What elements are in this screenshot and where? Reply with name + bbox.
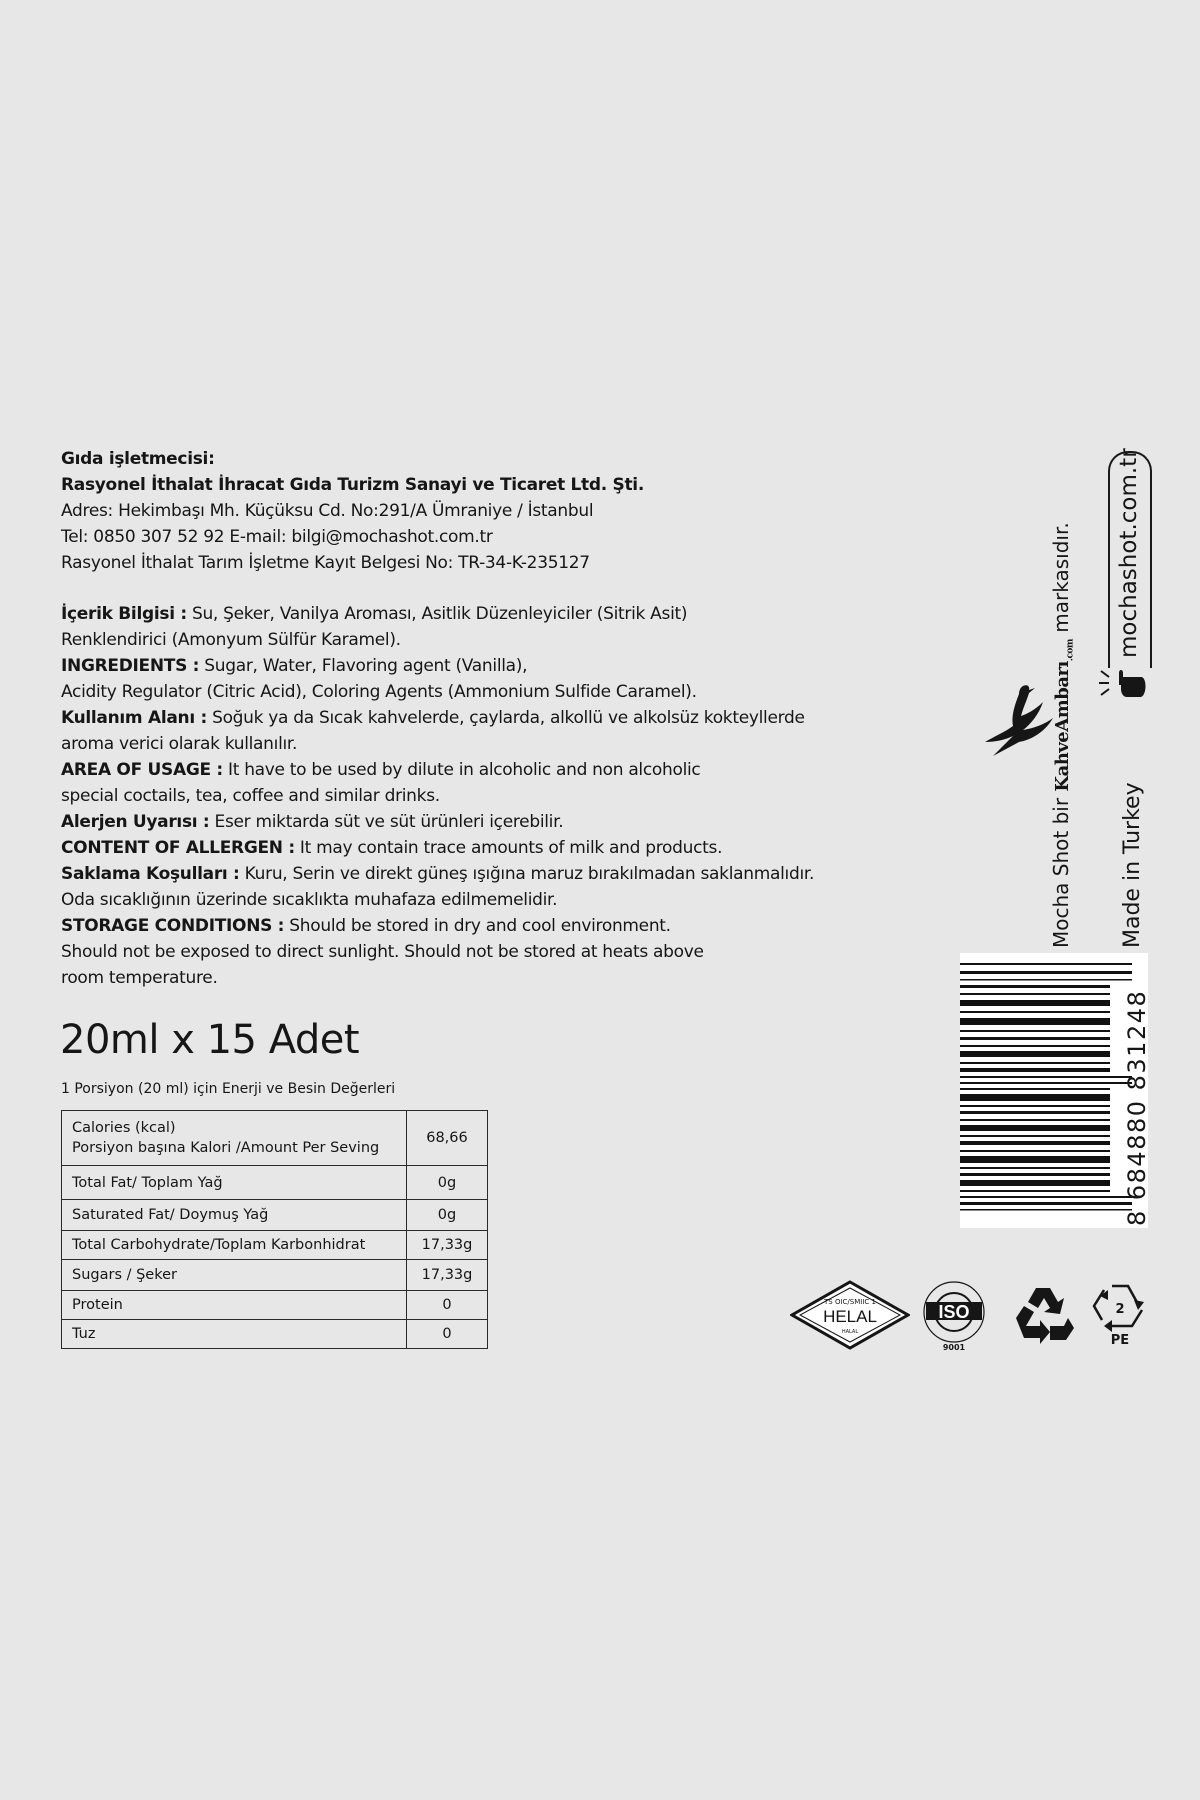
allergen-tr-label: Alerjen Uyarısı : [61,812,210,832]
barcode-bar [960,1180,1110,1186]
barcode-bar [960,1062,1110,1064]
nutrition-label: Protein [62,1291,407,1320]
bird-logo-icon [983,680,1055,760]
nutrition-label: Saturated Fat/ Doymuş Yağ [62,1200,407,1231]
barcode-bar [960,1094,1110,1101]
usage-en [61,757,811,783]
nutrition-label: Tuz [62,1320,407,1349]
recycle-icon [1010,1284,1076,1346]
usage-tr [61,705,811,731]
usage-tr-label: Kullanım Alanı : [61,708,207,728]
usage-tr-text: Soğuk ya da Sıcak kahvelerde, çaylarda, alkollü ve alkolsüz kokteyllerde [206,708,805,728]
barcode-bar [960,1030,1110,1032]
allergen-en-label: CONTENT OF ALLERGEN : [61,838,295,858]
usage-en-label: AREA OF USAGE : [61,760,223,780]
storage-tr-text: Kuru, Serin ve direkt güneş ışığına maruz bırakılmadan saklanmalıdır. [239,864,815,884]
storage-en-line3: room temperature. [61,968,218,988]
barcode [960,953,1151,1228]
allergen-tr [61,809,811,835]
nutrition-value: 17,33g [407,1260,488,1291]
halal-text: HALAL [841,1329,859,1335]
calories-label: Calories (kcal) [72,1120,176,1136]
nutrition-value: 0g [407,1166,488,1200]
barcode-bar [960,1045,1110,1047]
pe-number: 2 [1115,1302,1125,1317]
website-url: mochashot.com.tr [1116,448,1142,658]
helal-text: HELAL [823,1307,877,1326]
barcode-bar [960,1135,1110,1137]
barcode-bar [960,979,1132,981]
barcode-bar [960,1076,1132,1078]
usage-en-text: It have to be used by dilute in alcoholic and non alcoholic [222,760,701,780]
pack-size: 20ml x 15 Adet [60,1017,360,1063]
barcode-bar [960,1111,1110,1114]
operator-heading: Gıda işletmecisi: [61,449,215,469]
barcode-bar [960,1196,1132,1198]
made-in-label: Made in Turkey [1120,782,1145,948]
nutrition-value: 68,66 [407,1111,488,1166]
ingredients-en [61,653,811,679]
barcode-bar [960,1018,1110,1025]
food-operator-info [61,446,811,576]
kahveambari-logo-text [1052,639,1076,792]
calories-sublabel: Porsiyon başına Kalori /Amount Per Seving [72,1140,380,1156]
storage-tr [61,861,815,887]
barcode-bar [960,1068,1110,1072]
storage-en-line2: Should not be exposed to direct sunlight. Should not be stored at heats above [61,942,704,962]
table-row [62,1231,488,1260]
usage-tr-line2: aroma verici olarak kullanılır. [61,734,298,754]
barcode-bar [960,1082,1132,1084]
storage-tr-line2: Oda sıcaklığının üzerinde sıcaklıkta muhafaza edilmemelidir. [61,890,558,910]
operator-registration: Rasyonel İthalat Tarım İşletme Kayıt Belgesi No: TR-34-K-235127 [61,553,590,573]
nutrition-title: 1 Porsiyon (20 ml) için Enerji ve Besin Değerleri [61,1081,396,1097]
operator-contact: Tel: 0850 307 52 92 E-mail: bilgi@mochashot.com.tr [61,527,493,547]
barcode-bar [960,1105,1110,1107]
brand-suffix: markasıdır. [1049,522,1073,633]
pe-label: PE [1110,1333,1130,1348]
table-row [62,1260,488,1291]
barcode-bar [960,963,1132,965]
iso-9001-icon [918,1278,990,1354]
nutrition-value: 0 [407,1320,488,1349]
helal-top-text: TS OIC/SMIIC 1 [824,1298,876,1306]
table-row [62,1166,488,1200]
barcode-bar [960,1141,1110,1145]
barcode-bar [960,1088,1110,1090]
logo-suffix: .com [1065,639,1076,662]
barcode-bars [960,953,1151,1228]
ingredients-en-text: Sugar, Water, Flavoring agent (Vanilla), [199,656,528,676]
nutrition-value: 17,33g [407,1231,488,1260]
allergen-en-text: It may contain trace amounts of milk and products. [294,838,723,858]
pointing-hand-icon [1097,663,1149,705]
iso-number: 9001 [942,1343,966,1352]
barcode-bar [960,993,1110,995]
table-row [62,1320,488,1349]
barcode-bar [960,1000,1110,1006]
ingredients-tr-label: İçerik Bilgisi : [61,604,187,624]
usage-en-line2: special coctails, tea, coffee and similar drinks. [61,786,440,806]
storage-tr-label: Saklama Koşulları : [61,864,240,884]
allergen-tr-text: Eser miktarda süt ve süt ürünleri içerebilir. [209,812,564,832]
barcode-bar [960,971,1132,974]
nutrition-table [61,1110,488,1349]
nutrition-label: Total Carbohydrate/Toplam Karbonhidrat [62,1231,407,1260]
table-row [62,1111,488,1166]
barcode-bar [960,985,1110,988]
nutrition-label [62,1111,407,1166]
table-row [62,1200,488,1231]
nutrition-value: 0g [407,1200,488,1231]
barcode-bar [960,1209,1132,1211]
barcode-bar [960,1156,1110,1163]
nutrition-label: Sugars / Şeker [62,1260,407,1291]
helal-certification-icon [790,1280,910,1350]
storage-en-text: Should be stored in dry and cool environment. [284,916,671,936]
operator-company: Rasyonel İthalat İhracat Gıda Turizm Sanayi ve Ticaret Ltd. Şti. [61,475,644,495]
barcode-number: 8 684880 831248 [1123,989,1151,1226]
ingredients-tr-line2: Renklendirici (Amonyum Sülfür Karamel). [61,630,401,650]
barcode-bar [960,1037,1110,1040]
barcode-bar [960,1202,1132,1205]
product-information [61,601,815,991]
storage-en [61,913,811,939]
barcode-bar [960,1150,1110,1152]
operator-address: Adres: Hekimbaşı Mh. Küçüksu Cd. No:291/A Ümraniye / İstanbul [61,501,594,521]
barcode-bar [960,1119,1110,1121]
iso-text: ISO [938,1302,970,1322]
brand-prefix: Mocha Shot bir [1049,797,1073,948]
table-row [62,1291,488,1320]
barcode-bar [960,1167,1110,1169]
barcode-bar [960,1190,1110,1192]
ingredients-tr [61,601,811,627]
barcode-bar [960,1051,1110,1057]
nutrition-label: Total Fat/ Toplam Yağ [62,1166,407,1200]
ingredients-en-line2: Acidity Regulator (Citric Acid), Coloring Agents (Ammonium Sulfide Caramel). [61,682,697,702]
nutrition-value: 0 [407,1291,488,1320]
ingredients-tr-text: Su, Şeker, Vanilya Aroması, Asitlik Düzenleyiciler (Sitrik Asit) [186,604,688,624]
logo-text: KahveAmbarı [1052,661,1073,792]
barcode-bar [960,1125,1110,1131]
pe-recycle-icon [1090,1280,1150,1350]
ingredients-en-label: INGREDIENTS : [61,656,200,676]
barcode-bar [960,1011,1110,1013]
allergen-en [61,835,811,861]
storage-en-label: STORAGE CONDITIONS : [61,916,285,936]
barcode-bar [960,1173,1110,1176]
